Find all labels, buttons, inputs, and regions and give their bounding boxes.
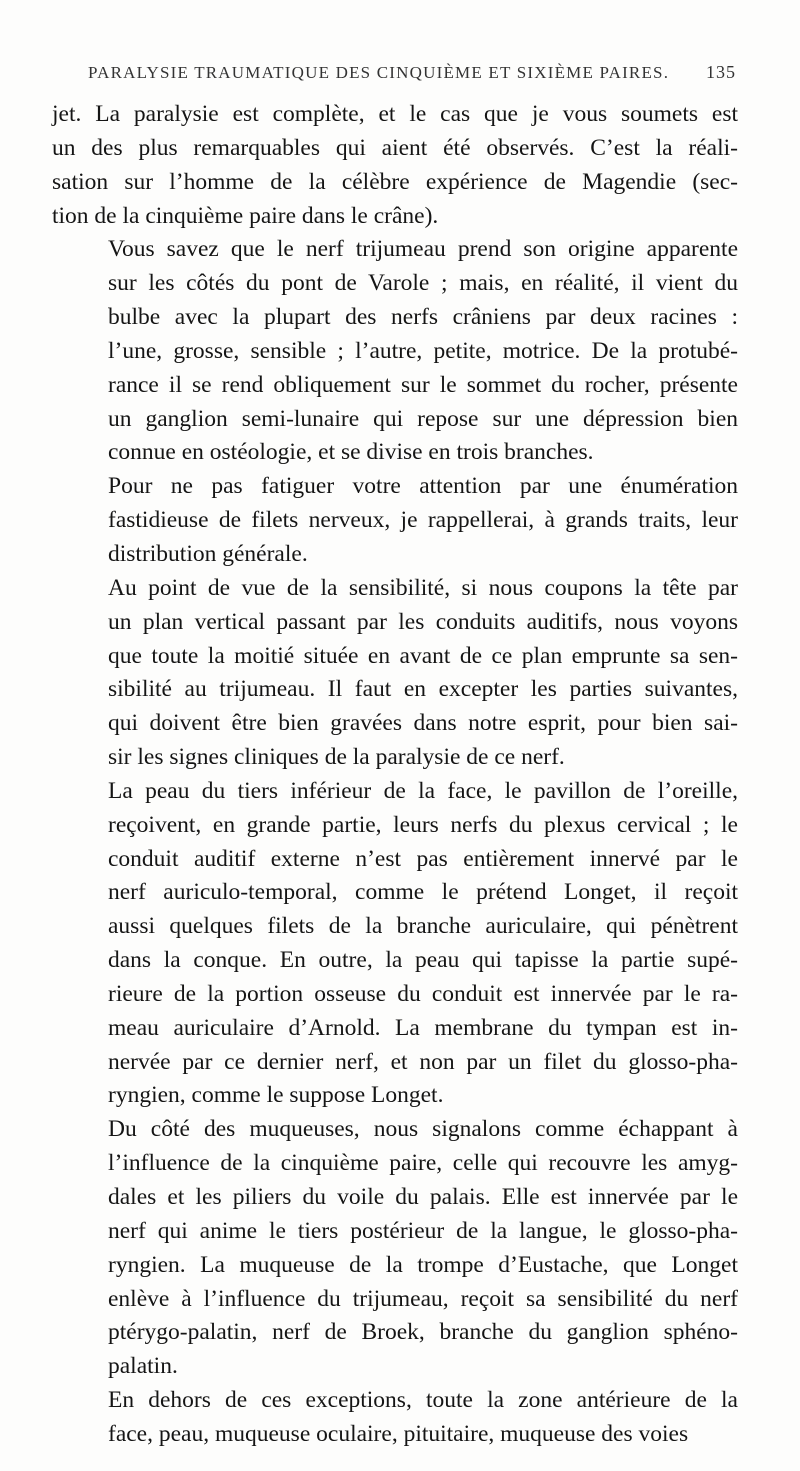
text-line: meau auriculaire d’Arnold. La membrane du tympan est in- [108,1014,738,1041]
text-line: nervée par ce dernier nerf, et non par un filet du glosso-pha- [108,1048,738,1075]
text-line: ryngien, comme le suppose Longet. [108,1082,444,1109]
text-line: dans la conque. En outre, la peau qui tapisse la partie supé- [108,947,738,974]
text-line: rance il se rend obliquement sur le sommet du rocher, présente [108,371,738,398]
paragraph [52,1113,738,1384]
text-line: nerf auriculo-temporal, comme le prétend Longet, il reçoit [108,879,738,906]
text-line: palatin. [108,1353,178,1380]
text-line: reçoivent, en grande partie, leurs nerfs du plexus cervical ; le [108,811,738,838]
text-line: Au point de vue de la sensibilité, si nous coupons la tête par [108,574,738,601]
running-head-title: PARALYSIE TRAUMATIQUE DES CINQUIÈME ET SIXIÈME PAIRES. [88,63,670,82]
text-line: conduit auditif externe n’est pas entièrement innervé par le [108,845,738,872]
text-line: un ganglion semi-lunaire qui repose sur une dépression bien [108,405,738,432]
paragraph [52,775,738,1113]
text-line: La peau du tiers inférieur de la face, le pavillon de l’oreille, [108,777,738,804]
text-line: Du côté des muqueuses, nous signalons comme échappant à [108,1116,738,1143]
text-line: connue en ostéologie, et se divise en trois branches. [108,439,594,466]
text-line: un plan vertical passant par les conduits auditifs, nous voyons [108,608,738,635]
text-line: aussi quelques filets de la branche auriculaire, qui pénètrent [108,913,738,940]
text-line: rieure de la portion osseuse du conduit est innervée par le ra- [108,980,738,1007]
text-line: ryngien. La muqueuse de la trompe d’Eustache, que Longet [108,1251,738,1278]
text-line: nerf qui anime le tiers postérieur de la langue, le glosso-pha- [108,1217,738,1244]
text-line: l’influence de la cinquième paire, celle qui recouvre les amyg- [108,1150,738,1177]
text-line: bulbe avec la plupart des nerfs crâniens par deux racines : [108,304,738,331]
text-line: jet. La paralysie est complète, et le cas que je vous soumets est [52,101,738,127]
text-line: enlève à l’influence du trijumeau, reçoit sa sensibilité du nerf [108,1285,738,1312]
text-line: qui doivent être bien gravées dans notre esprit, pour bien sai- [108,710,738,737]
paragraph [52,98,738,233]
text-line: fastidieuse de filets nerveux, je rappellerai, à grands traits, leur [108,507,738,534]
text-line: sir les signes cliniques de la paralysie de ce nerf. [108,744,565,771]
body-text [52,98,738,1452]
text-line: dales et les piliers du voile du palais. Elle est innervée par le [108,1184,738,1210]
running-head [88,62,736,83]
text-line: face, peau, muqueuse oculaire, pituitaire, muqueuse des voies [108,1420,689,1447]
paragraph [52,470,738,572]
paragraph [52,233,738,470]
paragraph [52,572,738,775]
text-line: distribution générale. [108,540,308,567]
page-number: 135 [706,62,736,82]
text-line: tion de la cinquième paire dans le crâne). [52,202,439,229]
text-line: que toute la moitié située en avant de ce plan emprunte sa sen- [108,642,738,669]
text-line: ptérygo-palatin, nerf de Broek, branche du ganglion sphéno- [108,1319,738,1346]
text-line: un des plus remarquables qui aient été observés. C’est la réali- [52,134,738,161]
text-line: Pour ne pas fatiguer votre attention par une énumération [108,473,738,500]
text-line: sur les côtés du pont de Varole ; mais, en réalité, il vient du [108,270,738,297]
paragraph [52,1384,738,1452]
text-line: l’une, grosse, sensible ; l’autre, petite, motrice. De la protubé- [108,337,738,364]
text-line: sibilité au trijumeau. Il faut en excepter les parties suivantes, [108,676,738,703]
text-line: sation sur l’homme de la célèbre expérience de Magendie (sec- [52,168,738,195]
text-line: En dehors de ces exceptions, toute la zone antérieure de la [108,1387,738,1414]
text-line: Vous savez que le nerf trijumeau prend son origine apparente [108,236,738,263]
